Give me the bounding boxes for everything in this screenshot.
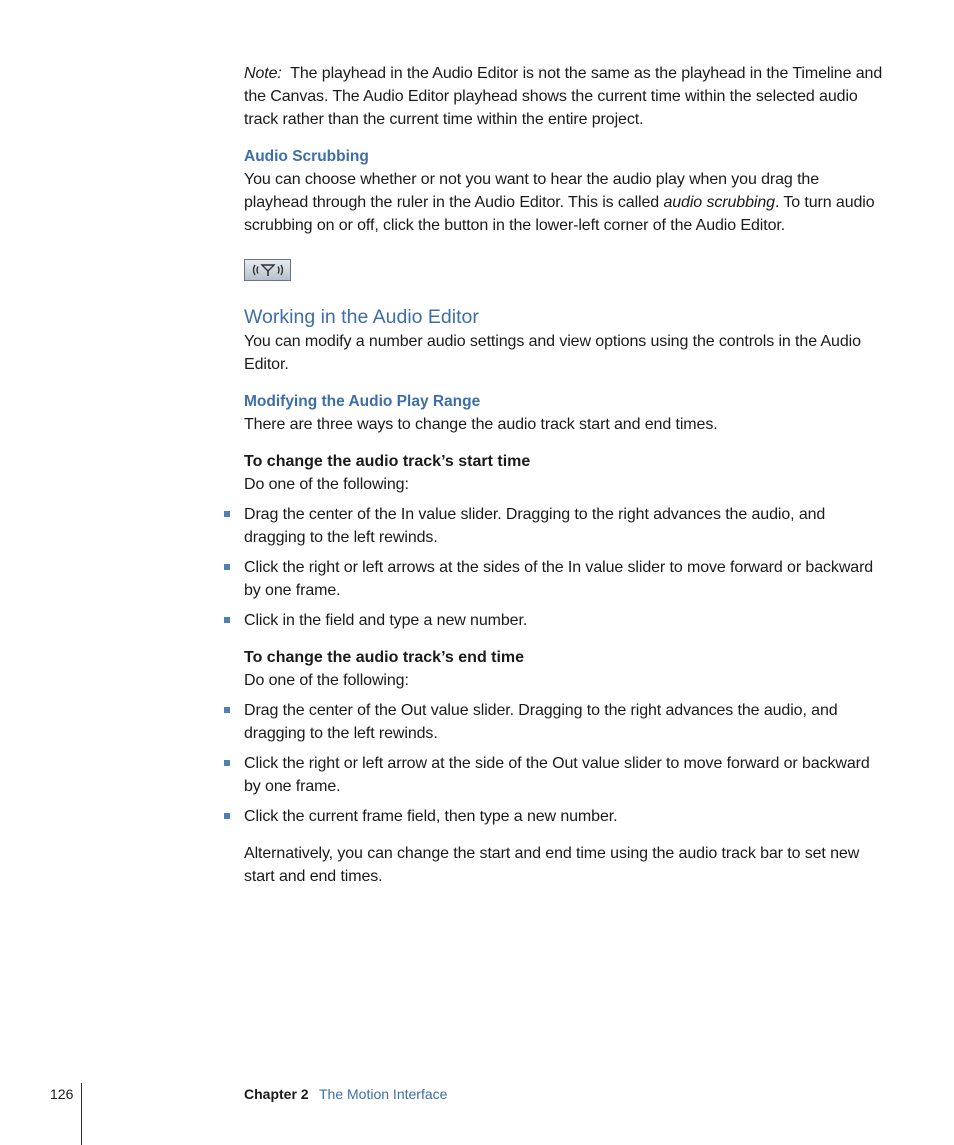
bullet-marker xyxy=(224,564,230,570)
bullet-marker xyxy=(224,511,230,517)
audio-scrubbing-text-after: . To turn audio scrubbing on or off, click the button in the lower-left corner of the Audio Editor. xyxy=(244,194,875,234)
audio-scrubbing-heading: Audio Scrubbing xyxy=(244,148,369,165)
list-item xyxy=(224,805,884,828)
list-item xyxy=(224,503,884,549)
list-item-text: Click the right or left arrow at the side of the Out value slider to move forward or backward by one frame. xyxy=(244,755,870,795)
list-item-text: Click the current frame field, then type a new number. xyxy=(244,808,618,825)
note-text: The playhead in the Audio Editor is not the same as the playhead in the Timeline and the Canvas. The Audio Editor playhead shows the current time within the selected audio track rather than the current time within the entire project. xyxy=(244,65,883,128)
page-number: 126 xyxy=(50,1086,74,1102)
footer-chapter-title: The Motion Interface xyxy=(319,1086,448,1102)
working-heading: Working in the Audio Editor xyxy=(244,306,479,328)
bullet-marker xyxy=(224,617,230,623)
end-task-intro: Do one of the following: xyxy=(244,672,409,689)
list-item xyxy=(224,609,884,632)
end-task-heading: To change the audio track’s end time xyxy=(244,649,525,666)
audio-scrubbing-paragraph xyxy=(244,168,884,237)
list-item xyxy=(224,556,884,602)
play-range-text: There are three ways to change the audio track start and end times. xyxy=(244,416,718,433)
audio-scrubbing-term: audio scrubbing xyxy=(663,194,775,211)
audio-scrub-icon xyxy=(251,262,285,278)
list-item xyxy=(224,752,884,798)
audio-scrub-button[interactable] xyxy=(244,259,291,281)
working-text: You can modify a number audio settings and view options using the controls in the Audio Editor. xyxy=(244,333,861,373)
list-item-text: Drag the center of the In value slider. Dragging to the right advances the audio, and dragging to the left rewinds. xyxy=(244,506,826,546)
list-item-text: Click the right or left arrows at the sides of the In value slider to move forward or backward by one frame. xyxy=(244,559,874,599)
footer-chapter: Chapter 2 xyxy=(244,1086,309,1102)
footer-divider xyxy=(81,1083,82,1145)
alternative-paragraph: Alternatively, you can change the start and end time using the audio track bar to set new start and end times. xyxy=(244,845,860,885)
play-range-heading: Modifying the Audio Play Range xyxy=(244,393,481,410)
bullet-marker xyxy=(224,760,230,766)
note-paragraph xyxy=(244,62,884,131)
bullet-marker xyxy=(224,813,230,819)
bullet-marker xyxy=(224,707,230,713)
audio-scrubbing-text-before: You can choose whether or not you want to hear the audio play when you drag the playhead through the ruler in the Audio Editor. This is called xyxy=(244,171,820,211)
list-item xyxy=(224,699,884,745)
start-task-heading: To change the audio track’s start time xyxy=(244,453,531,470)
start-task-intro: Do one of the following: xyxy=(244,476,409,493)
note-label: Note: xyxy=(244,65,282,82)
list-item-text: Drag the center of the Out value slider. Dragging to the right advances the audio, and dragging to the left rewinds. xyxy=(244,702,838,742)
list-item-text: Click in the field and type a new number. xyxy=(244,612,528,629)
